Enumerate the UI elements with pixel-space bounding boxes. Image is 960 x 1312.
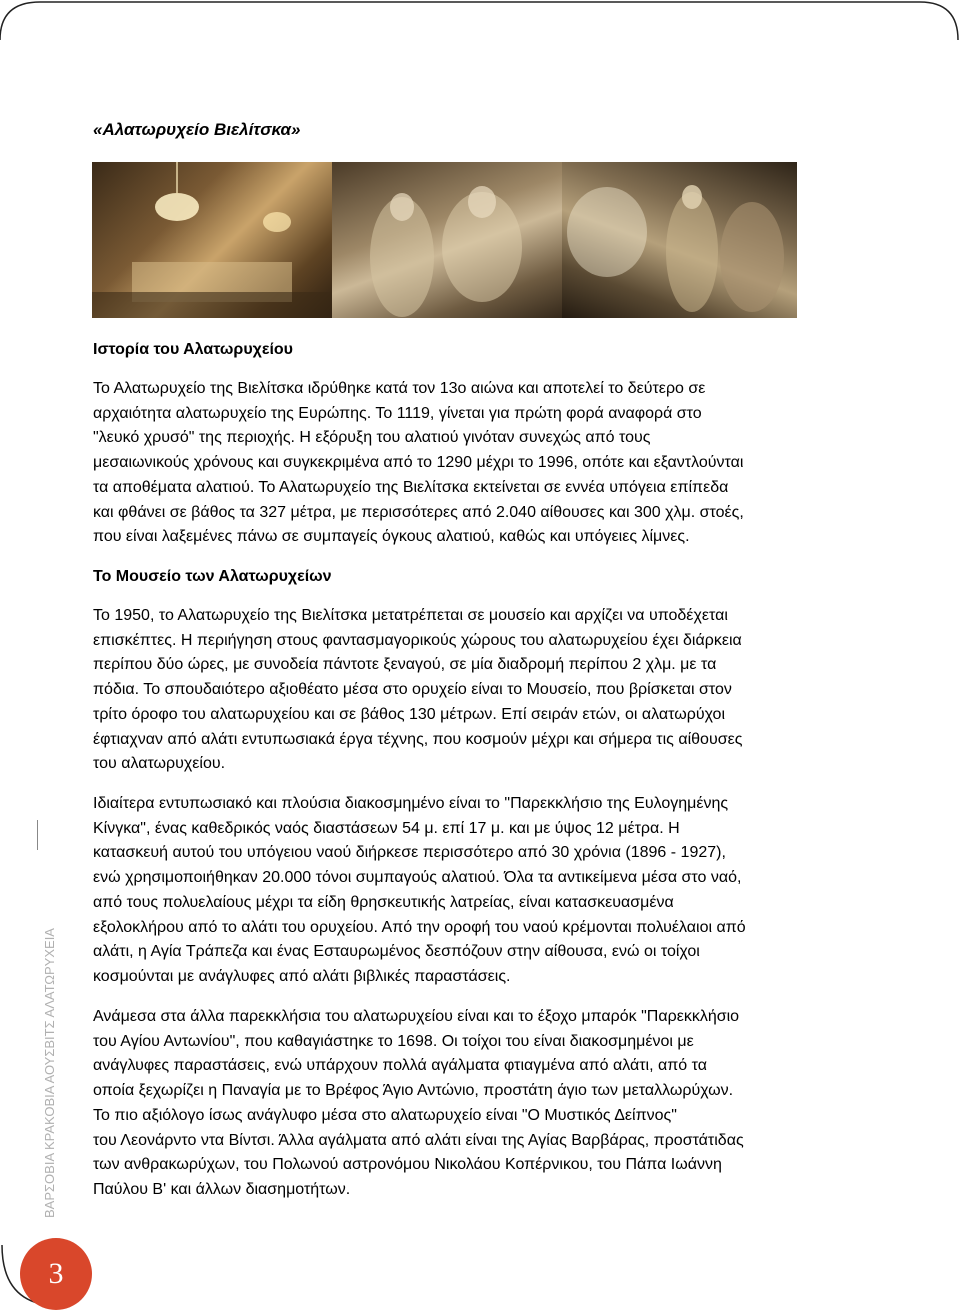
text-line: αλάτι, η Αγία Τράπεζα και ένας Εσταυρωμένος δεσπόζουν στην αίθουσα, ενώ οι τοίχοι xyxy=(93,943,700,961)
page-title: «Αλατωρυχείο Βιελίτσκα» xyxy=(93,120,301,139)
sidebar-running-title: ΒΑΡΣΟΒΙΑ ΚΡΑΚΟΒΙΑ ΑΟΥΣΒΙΤΣ ΑΛΑΤΩΡΥΧΕΙΑ xyxy=(42,928,57,1218)
sidebar xyxy=(0,0,70,1312)
text-line: κατασκευή αυτού του υπόγειου ναού διήρκεσε περισσότερο από 30 χρόνια (1896 - 1927), xyxy=(93,844,726,862)
text-line: ενώ χρησιμοποιήθηκαν 20.000 τόνοι συμπαγούς αλατιού. Όλα τα αντικείμενα μέσα στο ναό, xyxy=(93,869,742,887)
text-line: αρχαιότητα αλατωρυχείο της Ευρώπης. Το 1119, γίνεται για πρώτη φορά αναφορά στο xyxy=(93,404,702,422)
text-line: Το πιο αξιόλογο ίσως ανάγλυφο μέσα στο αλατωρυχείο είναι "Ο Μυστικός Δείπνος" xyxy=(93,1106,677,1124)
text-line: περίπου δύο ώρες, με συνοδεία πάντοτε ξεναγού, σε μία διαδρομή περίπου 2 χλμ. με τα xyxy=(93,656,717,674)
text-line: του Αγίου Αντωνίου", που καθαγιάστηκε το 1698. Οι τοίχοι του είναι διακοσμημένοι με xyxy=(93,1032,694,1050)
text-line: του Λεονάρντο ντα Βίντσι. Άλλα αγάλματα από αλάτι είναι της Αγίας Βαρβάρας, προστάτιδας xyxy=(93,1131,744,1149)
museum-paragraph-3 xyxy=(93,1005,883,1203)
text-line: Παύλου Β' και άλλων διασημοτήτων. xyxy=(93,1180,351,1198)
text-line: μεσαιωνικούς χρόνους και συγκεκριμένα από το 1290 μέχρι το 1996, οπότε και εξαντλούνται xyxy=(93,454,744,472)
text-line: κοσμούνται με ανάγλυφες από αλάτι βιβλικές παραστάσεις. xyxy=(93,967,511,985)
text-line: οποία ξεχωρίζει η Παναγία με το Βρέφος Άγιο Αντώνιο, προστάτη άγιο των μεταλλωρύχων. xyxy=(93,1082,734,1100)
text-line: Το 1950, το Αλατωρυχείο της Βιελίτσκα μετατρέπεται σε μουσείο και αρχίζει να υποδέχεται xyxy=(93,607,728,624)
chapel-chandelier-photo xyxy=(92,162,332,318)
text-line: πόδια. Το σπουδαιότερο αξιοθέατο μέσα στο ορυχείο είναι το Μουσείο, που βρίσκεται στον xyxy=(93,681,732,699)
page-number-badge: 3 xyxy=(20,1238,92,1310)
sidebar-divider xyxy=(37,820,38,850)
photo-strip xyxy=(92,162,797,318)
text-line: Ανάμεσα στα άλλα παρεκκλήσια του αλατωρυχείου είναι και το έξοχο μπαρόκ "Παρεκκλήσιο xyxy=(93,1008,740,1025)
text-line: τα αποθέματα αλατιού. Το Αλατωρυχείο της Βιελίτσκα εκτείνεται σε εννέα υπόγεια επίπεδα xyxy=(93,478,729,496)
text-line: τρίτο όροφο του αλατωρυχείου και σε βάθος 130 μέτρων. Επί σειράν ετών, οι αλατωρύχοι xyxy=(93,705,725,723)
history-heading: Ιστορία του Αλατωρυχείου xyxy=(93,341,293,358)
text-line: Το Αλατωρυχείο της Βιελίτσκα ιδρύθηκε κατά τον 13ο αιώνα και αποτελεί το δεύτερο σε xyxy=(93,380,706,397)
text-line: και φθάνει σε βάθος τα 327 μέτρα, με περισσότερες από 2.040 αίθουσες και 300 χλμ. στοές, xyxy=(93,503,744,521)
salt-sculptures-photo xyxy=(562,162,797,318)
museum-heading: Το Μουσείο των Αλατωρυχείων xyxy=(93,568,332,585)
museum-paragraph-2 xyxy=(93,792,883,990)
text-line: που είναι λαξεμένες πάνω σε συμπαγείς όγκους αλατιού, καθώς και υπόγειες λίμνες. xyxy=(93,528,690,546)
text-line: ανάγλυφες παραστάσεις, ενώ υπάρχουν πολλά αγάλματα φτιαγμένα από αλάτι, από τα xyxy=(93,1057,707,1075)
text-line: εξολοκλήρου από το αλάτι του ορυχείου. Από την οροφή του ναού κρέμονται πολυέλαιοι από xyxy=(93,918,746,936)
text-line: από τους πολυελαίους μέχρι τα είδη θρησκευτικής λατρείας, είναι κατασκευασμένα xyxy=(93,893,674,911)
text-line: Ιδιαίτερα εντυπωσιακό και πλούσια διακοσμημένο είναι το "Παρεκκλήσιο της Ευλογημένης xyxy=(93,795,729,812)
text-line: "λευκό χρυσό" της περιοχής. Η εξόρυξη του αλατιού γινόταν συνεχώς από τους xyxy=(93,429,651,447)
history-paragraph xyxy=(93,377,883,550)
text-line: Κίνγκα", ένας καθεδρικός ναός διαστάσεων 54 μ. επί 17 μ. και με ύψος 12 μέτρα. Η xyxy=(93,819,680,837)
text-line: των ανθρακωρύχων, του Πολωνού αστρονόμου Νικολάου Κοπέρνικου, του Πάπα Ιωάννη xyxy=(93,1156,722,1174)
museum-paragraph-1 xyxy=(93,604,883,777)
text-line: έφτιαχναν από αλάτι εντυπωσιακά έργα τέχνης, που κοσμούν μέχρι και σήμερα τις αίθουσες xyxy=(93,730,743,748)
text-line: του αλατωρυχείου. xyxy=(93,755,226,773)
holy-family-relief-photo xyxy=(332,162,562,318)
text-line: επισκέπτες. Η περιήγηση στους φαντασμαγορικούς χώρους του αλατωρυχείου έχει διάρκεια xyxy=(93,631,742,649)
